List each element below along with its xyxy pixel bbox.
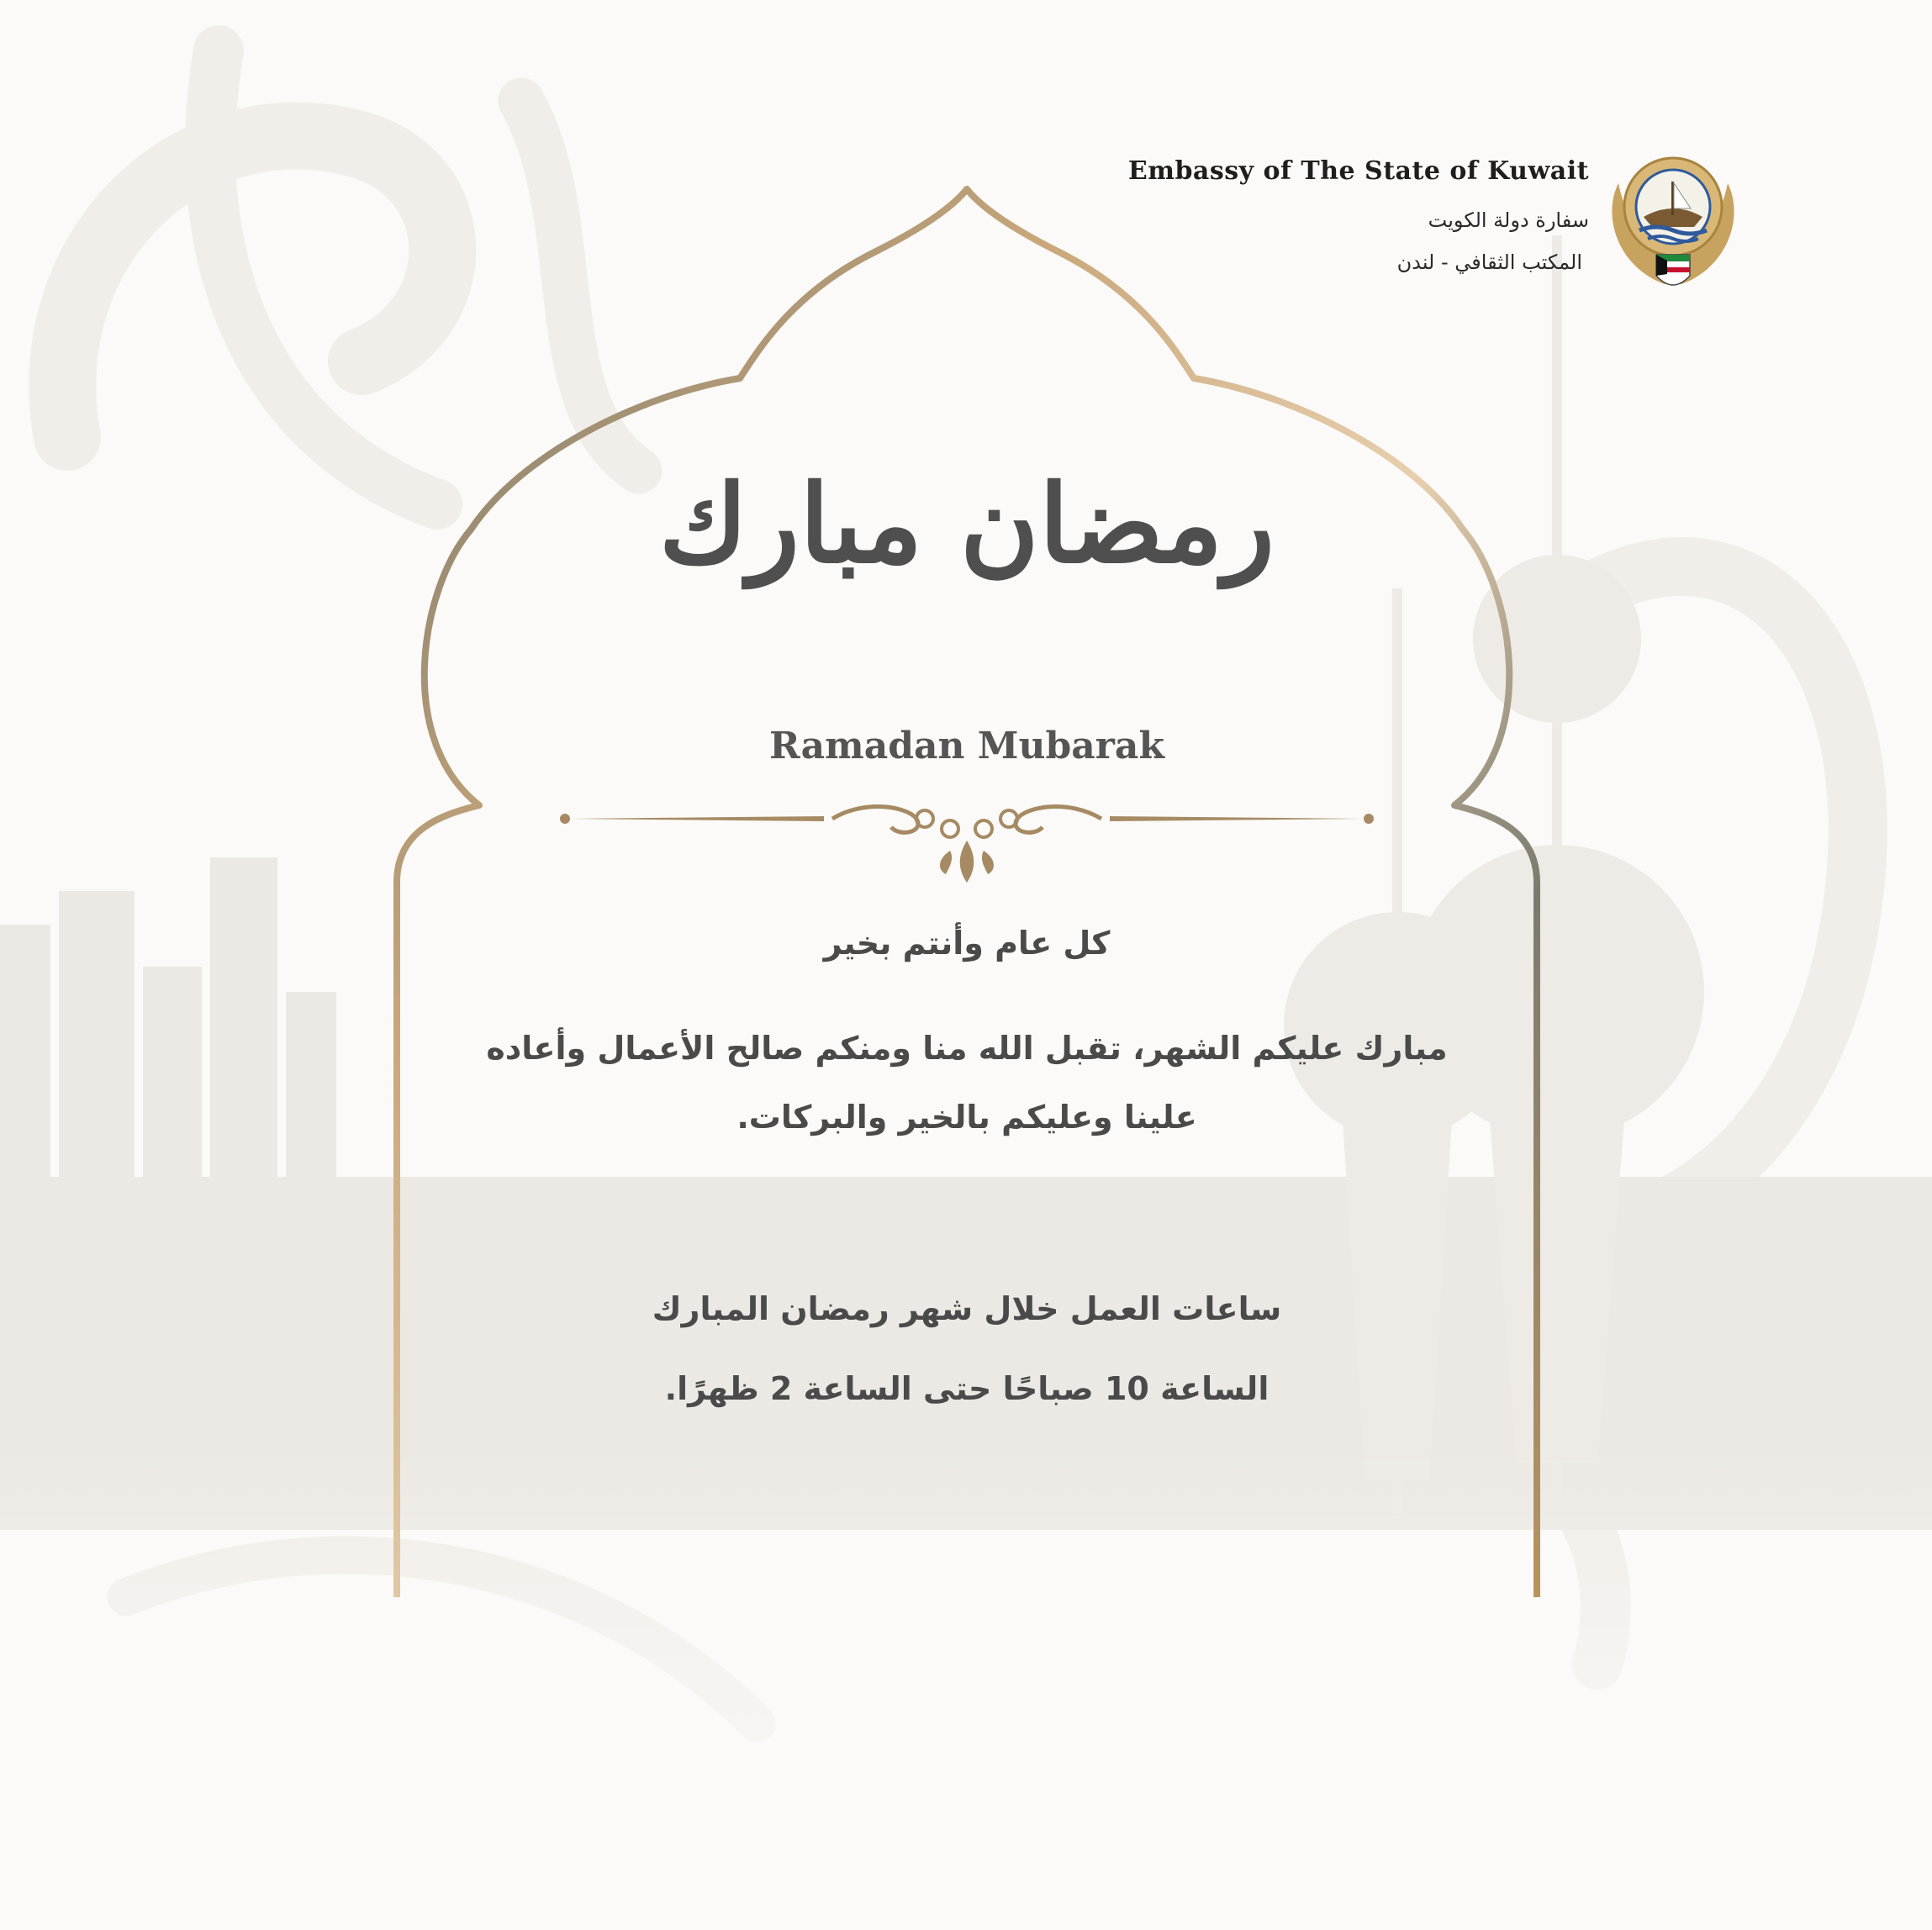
greeting-text: كل عام وأنتم بخير [823, 925, 1111, 962]
embassy-name-arabic: سفارة دولة الكويت [1428, 208, 1589, 232]
working-hours-time: الساعة 10 صباحًا حتى الساعة 2 ظهرًا. [664, 1370, 1270, 1407]
title-english: Ramadan Mubarak [769, 725, 1164, 767]
embassy-name-english: Embassy of The State of Kuwait [1127, 156, 1589, 186]
title-arabic-calligraphy: رمضان مبارك [658, 461, 1275, 588]
blessing-line-2: علينا وعليكم بالخير والبركات. [736, 1099, 1197, 1136]
blessing-line-1: مبارك عليكم الشهر، تقبل الله منا ومنكم صالح الأعمال وأعاده [486, 1030, 1448, 1067]
ornament-divider-icon [555, 790, 1379, 891]
header [1118, 150, 1589, 318]
kuwait-emblem-icon [1602, 150, 1745, 301]
working-hours-heading: ساعات العمل خلال شهر رمضان المبارك [652, 1290, 1282, 1327]
cultural-office-arabic: المكتب الثقافي - لندن [1396, 250, 1582, 274]
